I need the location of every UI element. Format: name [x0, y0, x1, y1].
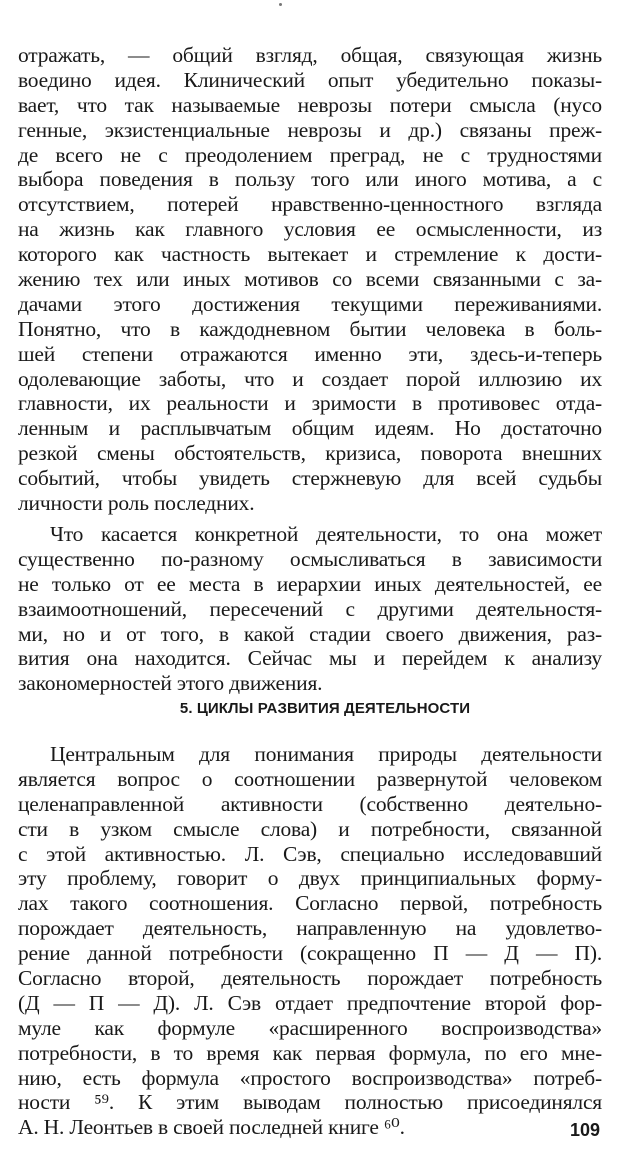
text-line: главности, их реальности и зримости в противовес отда- — [18, 391, 602, 416]
text-line: которого как частность вытекает и стремление к дости- — [18, 242, 602, 267]
text-line: не только от ее места в иерархии иных деятельностей, ее — [18, 571, 602, 596]
text-line: целенаправленной активности (собственно деятельно- — [18, 791, 602, 816]
text-line: лах такого соотношения. Согласно первой, потребность — [18, 891, 602, 916]
text-line: ности ⁵⁹. К этим выводам полностью присоединялся — [18, 1090, 602, 1115]
text-line: существенно по-разному осмысливаться в зависимости — [18, 546, 602, 571]
text-line: нию, есть формула «простого воспроизводства» потреб- — [18, 1065, 602, 1090]
text-line: дачами этого достижения текущими переживаниями. — [18, 291, 602, 316]
text-line: (Д — П — Д). Л. Сэв отдает предпочтение второй фор- — [18, 990, 602, 1015]
text-line: сти в узком смысле слова) и потребности, связанной — [18, 816, 602, 841]
text-line: воедино идея. Клинический опыт убедительно показы- — [18, 67, 602, 92]
text-line: потребности, в то время как первая формула, по его мне- — [18, 1040, 602, 1065]
section-heading: 5. ЦИКЛЫ РАЗВИТИЯ ДЕЯТЕЛЬНОСТИ — [179, 700, 471, 717]
text-line: Понятно, что в каждодневном бытии человека в боль- — [18, 316, 602, 341]
text-line: Согласно второй, деятельность порождает потребность — [18, 966, 602, 991]
text-line: вития она находится. Сейчас мы и перейдем к анализу — [18, 646, 602, 671]
text-line: ленным и расплывчатым общим идеям. Но достаточно — [18, 416, 602, 441]
text-line: вает, что так называемые неврозы потери смысла (нусо — [18, 92, 602, 117]
text-line: взаимоотношений, пересечений с другими деятельностя- — [18, 596, 602, 621]
paragraph-activity-cycles — [18, 742, 602, 1140]
text-line: А. Н. Леонтьев в своей последней книге ⁶⁰. — [18, 1115, 405, 1140]
text-line: порождает деятельность, направленную на удовлетво- — [18, 916, 602, 941]
paragraph-concrete-activity — [18, 522, 602, 696]
paragraph-continued — [18, 43, 602, 516]
text-line: является вопрос о соотношении развернутой человеком — [18, 766, 602, 791]
text-line: выбора поведения в пользу того или иного мотива, а с — [18, 167, 602, 192]
print-speck — [279, 3, 282, 6]
page-number: 109 — [569, 1120, 600, 1140]
text-line: резкой смены обстоятельств, кризиса, поворота внешних — [18, 441, 602, 466]
text-line: Центральным для понимания природы деятельности — [50, 742, 602, 766]
text-line: ми, но и от того, в какой стадии своего движения, раз- — [18, 621, 602, 646]
text-line: эту проблему, говорит о двух принципиальных форму- — [18, 866, 602, 891]
text-line: шей степени отражаются именно эти, здесь-и-теперь — [18, 341, 602, 366]
text-line: на жизнь как главного условия ее осмысленности, из — [18, 217, 602, 242]
text-line: муле как формуле «расширенного воспроизводства» — [18, 1015, 602, 1040]
text-line: де всего не с преодолением преград, не с трудностями — [18, 142, 602, 167]
text-line: жению тех или иных мотивов со всеми связанными с за- — [18, 267, 602, 292]
text-line: рение данной потребности (сокращенно П — Д — П). — [18, 941, 602, 966]
text-line: личности роль последних. — [18, 491, 255, 516]
text-line: с этой активностью. Л. Сэв, специально исследовавший — [18, 841, 602, 866]
text-line: отсутствием, потерей нравственно-ценностного взгляда — [18, 192, 602, 217]
text-line: отражать, — общий взгляд, общая, связующая жизнь — [18, 43, 602, 67]
text-line: Что касается конкретной деятельности, то она может — [50, 522, 602, 546]
text-line: событий, чтобы увидеть стержневую для всей судьбы — [18, 466, 602, 491]
text-line: генные, экзистенциальные неврозы и др.) связаны преж- — [18, 117, 602, 142]
text-line: закономерностей этого движения. — [18, 671, 323, 696]
text-line: одолевающие заботы, что и создает порой иллюзию их — [18, 366, 602, 391]
